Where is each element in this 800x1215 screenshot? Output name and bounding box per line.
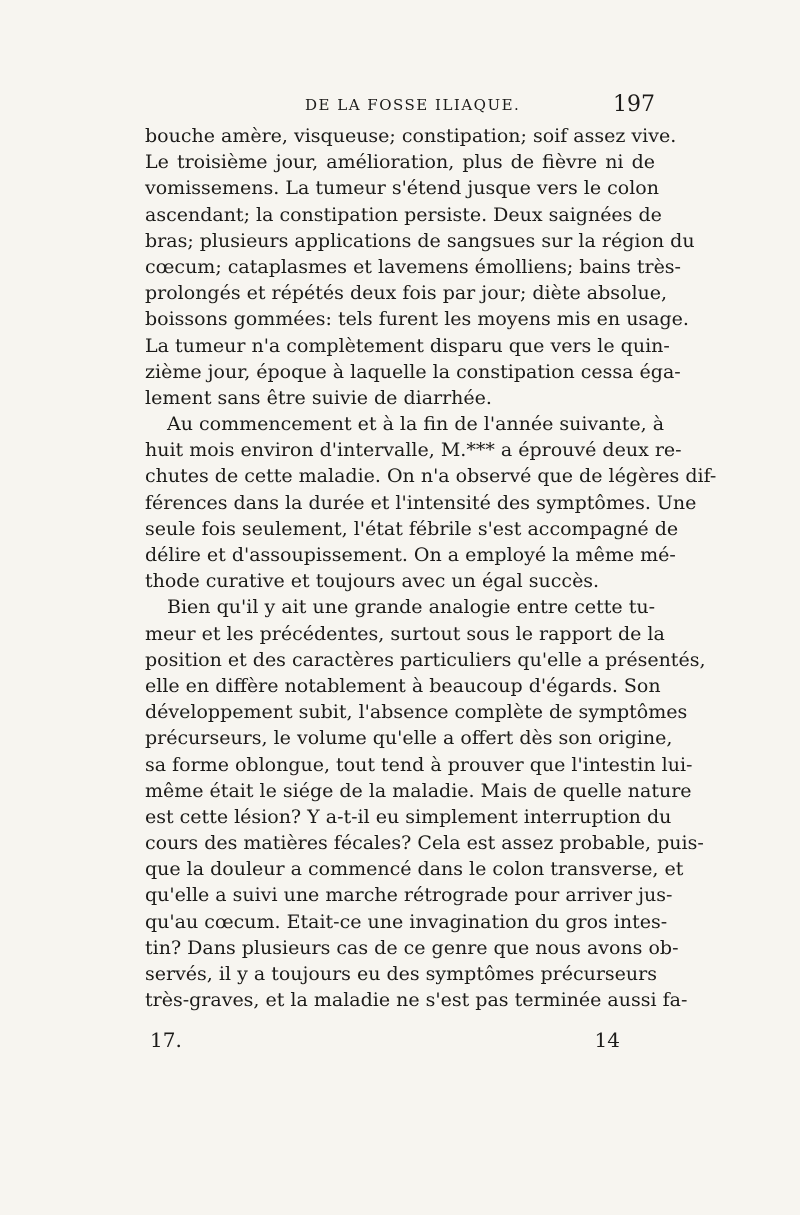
text-line: même était le siége de la maladie. Mais de quelle nature [145,779,692,802]
page-number: 197 [613,92,655,117]
text-line: très-graves, et la maladie ne s'est pas terminée aussi fa- [145,989,688,1012]
text-line: Bien qu'il y ait une grande analogie entre cette tu- [167,596,655,619]
text-line: qu'au cœcum. Etait-ce une invagination du gros intes- [145,910,668,933]
text-line: elle en diffère notablement à beaucoup d'égards. Son [145,674,661,697]
text-line: lement sans être suivie de diarrhée. [145,386,492,409]
text-line: vomissemens. La tumeur s'étend jusque vers le colon [145,177,659,200]
text-line: Le troisième jour, amélioration, plus de fièvre ni de [145,151,655,174]
running-head-title: DE LA FOSSE ILIAQUE. [305,96,521,114]
text-line: précurseurs, le volume qu'elle a offert dès son origine, [145,727,673,750]
body-text [145,123,717,1013]
text-line: Au commencement et à la fin de l'année suivante, à [167,413,665,436]
signature-mark-right: 14 [594,1028,620,1052]
text-line: chutes de cette maladie. On n'a observé que de légères dif- [145,465,717,488]
paragraph [145,123,695,411]
text-line: La tumeur n'a complètement disparu que vers le quin- [145,334,670,357]
text-line: servés, il y a toujours eu des symptômes précurseurs [145,963,657,985]
text-line: cours des matières fécales? Cela est assez probable, puis- [145,832,704,855]
text-line: position et des caractères particuliers qu'elle a présentés, [145,648,706,671]
text-line: sa forme oblongue, tout tend à prouver que l'intestin lui- [145,753,693,776]
text-line: bras; plusieurs applications de sangsues sur la région du [145,229,695,252]
text-line: huit mois environ d'intervalle, M.*** a éprouvé deux re- [145,439,682,462]
text-line: bouche amère, visqueuse; constipation; soif assez vive. [145,125,677,147]
text-line: ascendant; la constipation persiste. Deux saignées de [145,203,662,226]
text-line: boissons gommées: tels furent les moyens mis en usage. [145,308,689,331]
paragraph [145,411,717,594]
text-line: développement subit, l'absence complète de symptômes [145,701,688,724]
text-line: que la douleur a commencé dans le colon transverse, et [145,858,684,881]
text-line: zième jour, époque à laquelle la constipation cessa éga- [145,360,681,383]
signature-mark-left: 17. [150,1028,182,1052]
text-line: seule fois seulement, l'état fébrile s'est accompagné de [145,517,679,540]
text-line: férences dans la durée et l'intensité des symptômes. Une [145,491,697,514]
page-footer [150,1028,620,1058]
text-line: est cette lésion? Y a-t-il eu simplement interruption du [145,805,672,828]
paragraph [145,594,706,1013]
text-line: tin? Dans plusieurs cas de ce genre que nous avons ob- [145,936,679,959]
text-line: meur et les précédentes, surtout sous le rapport de la [145,622,665,645]
text-line: qu'elle a suivi une marche rétrograde pour arriver jus- [145,884,673,907]
text-line: cœcum; cataplasmes et lavemens émolliens; bains très- [145,255,681,278]
text-line: prolongés et répétés deux fois par jour; diète absolue, [145,282,668,305]
text-line: thode curative et toujours avec un égal succès. [145,570,600,593]
text-line: délire et d'assoupissement. On a employé la même mé- [145,544,676,566]
running-head [145,92,655,122]
